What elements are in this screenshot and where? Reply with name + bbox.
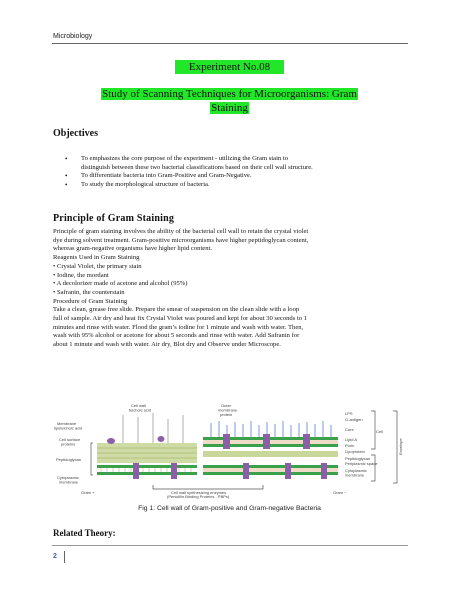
label-cytoplasmic-membrane-left: Cytoplasmic membrane <box>57 475 79 485</box>
label-porin: Porin <box>345 443 355 448</box>
label-gram-positive: Gram + <box>81 490 95 495</box>
label-lipid-a: Lipid A <box>345 437 358 442</box>
label-cell-surface-proteins: Cell surface proteins <box>59 437 81 447</box>
label-periplasmic-space: Periplasmic space <box>345 461 378 466</box>
label-o-antigen: O-antigen <box>345 417 363 422</box>
procedure-heading: Procedure of Gram Staining <box>53 297 128 305</box>
page-number: 2 <box>53 551 65 563</box>
label-peptidoglycan-right: Peptidoglycan <box>345 456 371 461</box>
cytoplasmic-membrane-gram-negative <box>203 465 338 475</box>
related-theory-heading: Related Theory: <box>53 528 116 538</box>
reagent-item: • Crystal Violet, the primary stain <box>53 262 142 270</box>
objectives-list <box>65 155 405 190</box>
label-gram-negative: Gram − <box>333 490 347 495</box>
bracket-gram-positive <box>91 443 93 475</box>
footer-divider <box>52 545 408 546</box>
label-peptidoglycan-left: Peptidoglycan <box>56 457 82 462</box>
principle-heading: Principle of Gram Staining <box>53 213 175 224</box>
label-outer-membrane-protein: Outer membrane protein <box>218 403 238 417</box>
figure-caption: Fig 1: Cell wall of Gram-positive and Gram-negative Bacteria <box>138 505 321 512</box>
label-lps: LPS <box>345 411 353 416</box>
reagent-item: • Safranin, the counterstain <box>53 288 125 296</box>
objectives-heading: Objectives <box>53 128 98 139</box>
experiment-title: Experiment No.08 <box>175 60 284 74</box>
label-cytoplasmic-membrane-right: Cytoplasmic membrane <box>345 468 367 478</box>
membrane-protein-left <box>133 463 139 479</box>
principle-paragraph: Principle of gram staining involves the ability of the bacterial cell wall to retain the crystal violet dye during solvent treatment. Gram-positive microorganisms have higher peptidoglycan content, whereas gram-negative organisms have higher lipid content. Reagents Used in Gram Staining • Crystal Violet, the primary stain • Iodine, the mordant • A decolorizer made of acetone and alcohol (95%) • Safranin, the counterstain Procedure of Gram Staining Take a clean, grease free slide. Prepare the smear of suspension on the clean slide with a loop full of sample. Air dry and heat fix Crystal Violet was poured and kept for about 30 seconds to 1 minutes and rinse with water. Flood the gram’s iodine for 1 minute and wash with water. Then, wash with 95% alcohol or acetone for about 5 seconds and rinse with water. Add Safranin for about 1 minute and wash with water. Air dry, Blot dry and Observe under Microscope. <box>53 228 403 350</box>
reagent-item: • Iodine, the mordant <box>53 271 109 279</box>
surface-proteins <box>107 436 165 444</box>
label-cell-wall-teichoic: Cell wall teichoic acid <box>129 403 152 413</box>
membrane-protein-left <box>171 463 177 479</box>
experiment-subtitle <box>61 87 398 115</box>
label-cell: Cell <box>376 429 383 434</box>
header-divider <box>52 43 408 44</box>
objective-item: • To emphasizes the core purpose of the experiment - utilizing the Gram stain to distinguish between these two bacterial classifications based on their cell wall structure. <box>65 155 405 172</box>
label-cell-wall-enzymes: Cell wall synthesizing enzymes (Penicillin Binding Proteins - PBPs) <box>167 490 230 499</box>
subtitle-line-2: Staining <box>211 102 248 114</box>
reagents-heading: Reagents Used in Gram Staining <box>53 254 140 262</box>
cell-wall-diagram <box>53 403 405 499</box>
bracket-envelope <box>371 411 397 483</box>
label-lipoprotein: Lipoprotein <box>345 449 365 454</box>
reagent-item: • A decolorizer made of acetone and alcohol (95%) <box>53 280 188 288</box>
label-membrane-lipoteichoic: Membrane lipoteichoic acid <box>54 421 83 431</box>
objective-item: • To differentiate bacteria into Gram-Positive and Gram-Negative. <box>65 172 405 181</box>
subtitle-line-1: Study of Scanning Techniques for Microorganisms: Gram <box>102 88 357 100</box>
bracket-bottom <box>153 485 263 489</box>
label-envelope: Envelope <box>398 438 403 455</box>
teichoic-acid-strands <box>123 413 183 443</box>
label-core: Core <box>345 427 354 432</box>
objective-item: • To study the morphological structure of bacteria. <box>65 181 405 190</box>
running-header: Microbiology <box>53 33 93 40</box>
peptidoglycan-layer-gram-negative <box>203 451 338 457</box>
cytoplasmic-membrane-gram-positive <box>97 465 197 475</box>
